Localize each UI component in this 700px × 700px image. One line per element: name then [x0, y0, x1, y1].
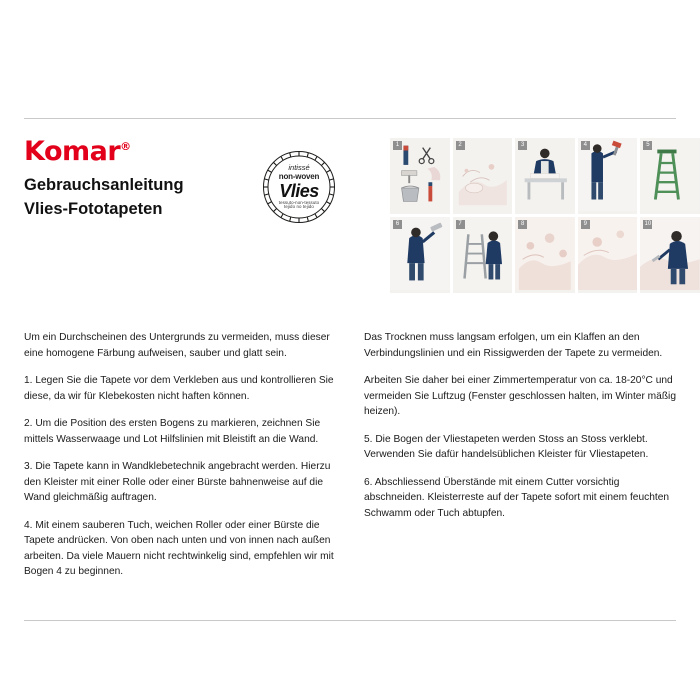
paragraph: 2. Um die Position des ersten Bogens zu markieren, zeichnen Sie mittels Wasserwaage und Lot Hilfslinien mit Bleistift an die Wand.	[24, 418, 321, 445]
step-4-apply-paste-wall	[578, 138, 638, 214]
step-number: 1	[393, 141, 402, 150]
paragraph: Um ein Durchscheinen des Untergrunds zu vermeiden, muss dieser eine homogene Färbung aufweisen, sauber und glatt sein.	[24, 332, 330, 359]
seal-line4: tessuto-non-tessuto	[278, 199, 320, 205]
step-illustrations	[390, 138, 700, 293]
registered-mark: ®	[120, 140, 131, 153]
paragraph: 4. Mit einem sauberen Tuch, weichen Roller oder einer Bürste die Tapete andrücken. Von oben nach unten und von innen nach außen arbeiten. Da viele Mauern nicht rechtwinkelig sind, empfehlen wir mit Bogen 4 zu beginnen.	[24, 519, 334, 577]
step-number: 3	[518, 141, 527, 150]
paragraph: Arbeiten Sie daher bei einer Zimmertemperatur von ca. 18-20°C und vermeiden Sie Luftzug (Fenster geschlossen halten, im Winter mäßig heizen).	[364, 375, 676, 417]
seal-line2: non-woven	[278, 171, 320, 181]
divider-top	[24, 118, 676, 119]
page-title	[24, 174, 264, 222]
brand-name: Komar	[24, 136, 121, 167]
step-number: 5	[643, 141, 652, 150]
left-column	[24, 330, 336, 580]
instructions-body	[24, 330, 676, 580]
seal-line1: intissé	[288, 163, 310, 173]
step-number: 6	[393, 220, 402, 229]
step-3-measure-on-table	[515, 138, 575, 214]
seal-label-group	[256, 144, 342, 230]
step-6-paste-wall-roller	[390, 217, 450, 293]
divider-bottom	[24, 620, 676, 621]
step-number: 8	[518, 220, 527, 229]
step-number: 2	[456, 141, 465, 150]
step-10-trim-edges-cutter	[640, 217, 700, 293]
paragraph: 5. Die Bogen der Vliestapeten werden Stoss an Stoss verklebt. Verwenden Sie dafür handelsüblichen Kleister für Vliestapeten.	[364, 433, 649, 460]
step-5-ladder-with-roll	[640, 138, 700, 214]
step-number: 10	[644, 221, 652, 227]
step-9-smooth-with-cloth	[578, 217, 638, 293]
paragraph: Das Trocknen muss langsam erfolgen, um ein Klaffen an den Verbindungslinien und ein Rissigwerden der Tapete zu vermeiden.	[364, 332, 663, 359]
paragraph: 3. Die Tapete kann in Wandklebetechnik angebracht werden. Hierzu den Kleister mit einer Rolle oder einer Bürste bahnenweise auf die Wand gleichmäßig auftragen.	[24, 461, 331, 503]
vlies-seal-badge	[256, 144, 342, 230]
step-2-unroll-wallpaper	[453, 138, 513, 214]
brand-logo	[24, 136, 131, 167]
step-number: 9	[581, 220, 590, 229]
page-title-line2: Vlies-Fototapeten	[24, 199, 163, 218]
step-1-tools-scissors-roll	[390, 138, 450, 214]
paragraph: 6. Abschliessend Überstände mit einem Cutter vorsichtig abschneiden. Kleisterreste auf der Tapete sofort mit einem feuchten Schwamm oder Tuch abtupfen.	[364, 476, 670, 519]
paragraph: 1. Legen Sie die Tapete vor dem Verkleben aus und kontrollieren Sie diese, da wir für Klebekosten nicht haften können.	[24, 375, 334, 402]
header	[24, 128, 676, 318]
right-column	[364, 330, 676, 580]
seal-line3: Vlies	[279, 180, 319, 201]
seal-line5: tejido no tejido	[284, 204, 314, 210]
step-number: 4	[581, 141, 590, 150]
step-7-hang-first-sheet	[453, 217, 513, 293]
step-8-align-pattern	[515, 217, 575, 293]
page-title-line1: Gebrauchsanleitung	[24, 176, 184, 194]
step-number: 7	[456, 220, 465, 229]
